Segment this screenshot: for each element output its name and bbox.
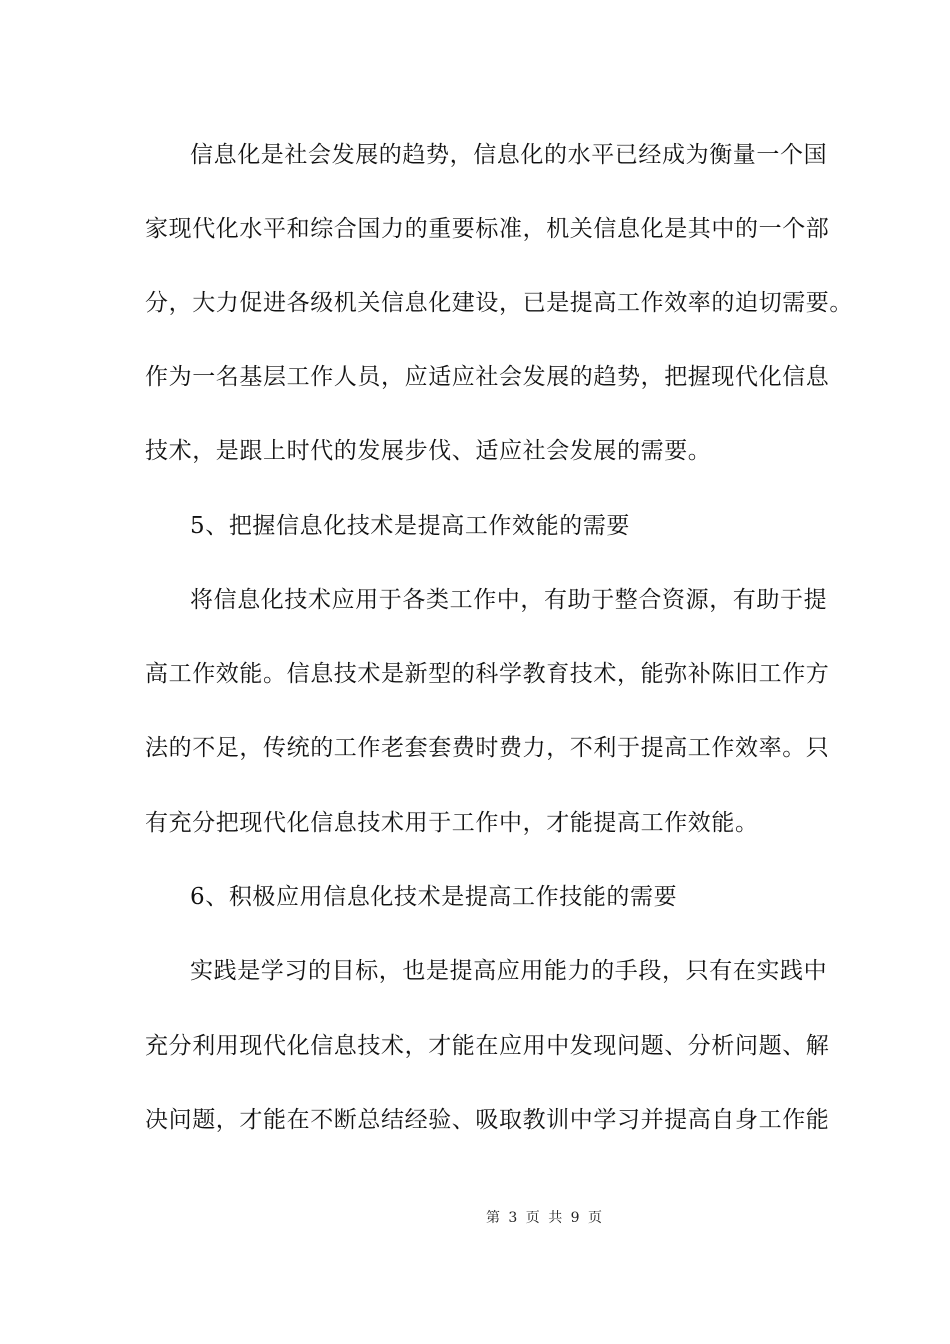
paragraph-line: 决问题，才能在不断总结经验、吸取教训中学习并提高自身工作能 — [145, 1107, 830, 1133]
paragraph-line: 有充分把现代化信息技术用于工作中，才能提高工作效能。 — [145, 810, 759, 836]
paragraph-line: 高工作效能。信息技术是新型的科学教育技术，能弥补陈旧工作方 — [145, 661, 830, 687]
paragraph-line: 技术，是跟上时代的发展步伐、适应社会发展的需要。 — [145, 438, 712, 464]
section-heading: 6、积极应用信息化技术是提高工作技能的需要 — [190, 884, 678, 910]
paragraph-line: 法的不足，传统的工作老套套费时费力，不利于提高工作效率。只 — [145, 735, 830, 761]
paragraph-line: 实践是学习的目标，也是提高应用能力的手段，只有在实践中 — [190, 958, 828, 984]
page-footer — [0, 1207, 950, 1227]
paragraph-line: 信息化是社会发展的趋势，信息化的水平已经成为衡量一个国 — [190, 142, 828, 168]
paragraph-line: 分，大力促进各级机关信息化建设，已是提高工作效率的迫切需要。 — [145, 290, 853, 316]
paragraph-line: 充分利用现代化信息技术，才能在应用中发现问题、分析问题、解 — [145, 1033, 830, 1059]
paragraph-line: 家现代化水平和综合国力的重要标准，机关信息化是其中的一个部 — [145, 216, 830, 242]
paragraph-line: 将信息化技术应用于各类工作中，有助于整合资源，有助于提 — [190, 587, 828, 613]
page-number: 第 3 页 共 9 页 — [485, 1210, 605, 1226]
paragraph-line: 作为一名基层工作人员，应适应社会发展的趋势，把握现代化信息 — [145, 364, 830, 390]
section-heading: 5、把握信息化技术是提高工作效能的需要 — [190, 513, 631, 539]
